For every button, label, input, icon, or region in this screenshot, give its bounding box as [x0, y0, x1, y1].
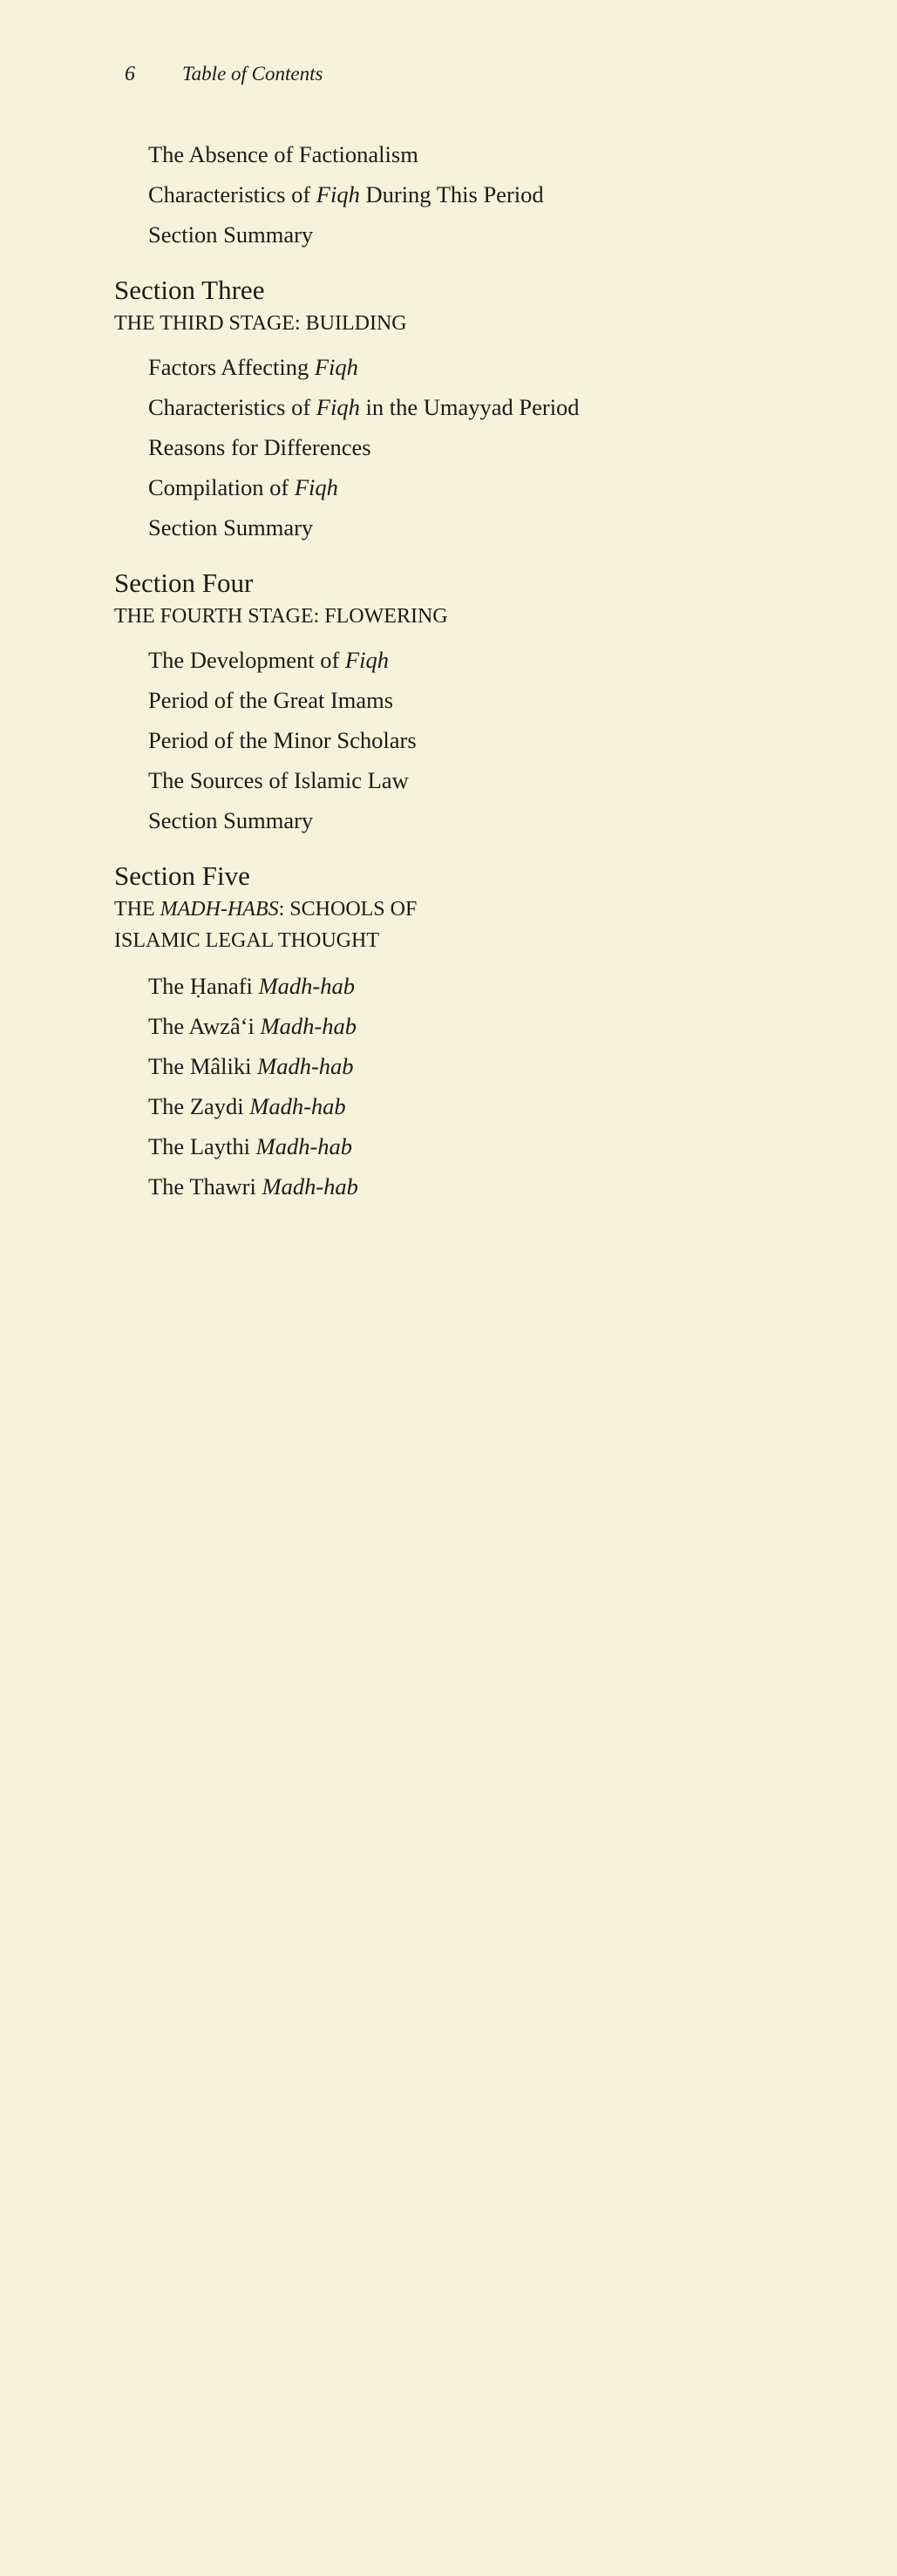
stage-title[interactable]: THE THIRD STAGE: BUILDING — [109, 310, 826, 350]
toc-entry[interactable] — [109, 178, 826, 218]
toc-entry-label: Characteristics of Fiqh During This Period — [148, 181, 544, 207]
toc-entry[interactable]: Period of the Great Imams — [109, 683, 826, 724]
toc-entry[interactable]: The Ḥanafi Madh-hab — [109, 969, 826, 1009]
toc-entry-label: Section Summary — [148, 221, 314, 248]
toc-entry-label: The Absence of Factionalism — [148, 141, 418, 167]
toc-entry[interactable]: The Zaydi Madh-hab — [109, 1090, 826, 1130]
toc-entry[interactable]: Reasons for Differences — [109, 431, 826, 471]
stage-title[interactable]: THE MADH-HABS: SCHOOLS OF ISLAMIC LEGAL THOUGHT — [109, 896, 826, 969]
toc-entry[interactable]: The Development of Fiqh — [109, 643, 826, 683]
toc-entry[interactable]: Period of the Minor Scholars — [109, 724, 826, 764]
toc-entry[interactable]: Section Summary — [109, 804, 826, 844]
running-header — [125, 63, 323, 86]
page-number: 6 — [125, 63, 135, 85]
toc-entry[interactable]: The Awzâ‘i Madh-hab — [109, 1009, 826, 1050]
toc-entry[interactable]: The Sources of Islamic Law — [109, 764, 826, 804]
toc-entry-page — [0, 1180, 826, 2576]
running-title: Table of Contents — [182, 63, 323, 85]
section-heading: Section Five — [114, 860, 250, 891]
toc-entry[interactable]: Compilation of Fiqh — [109, 471, 826, 511]
toc-entry[interactable]: The Thawri Madh-hab — [109, 1170, 826, 1210]
toc-entry[interactable] — [109, 138, 826, 178]
section-heading: Section Four — [114, 568, 254, 598]
stage-title[interactable]: THE FOURTH STAGE: FLOWERING — [109, 603, 826, 643]
section-heading: Section Three — [114, 275, 265, 305]
toc-entry[interactable]: Section Summary — [109, 511, 826, 551]
toc-entry[interactable]: Factors Affecting Fiqh — [109, 350, 826, 391]
toc-entry[interactable]: Characteristics of Fiqh in the Umayyad Period — [109, 391, 826, 431]
toc-entry[interactable]: The Laythi Madh-hab — [109, 1130, 826, 1170]
toc-entry[interactable]: The Mâliki Madh-hab — [109, 1050, 826, 1090]
toc-entry[interactable] — [109, 218, 826, 258]
table-of-contents — [109, 138, 826, 1210]
